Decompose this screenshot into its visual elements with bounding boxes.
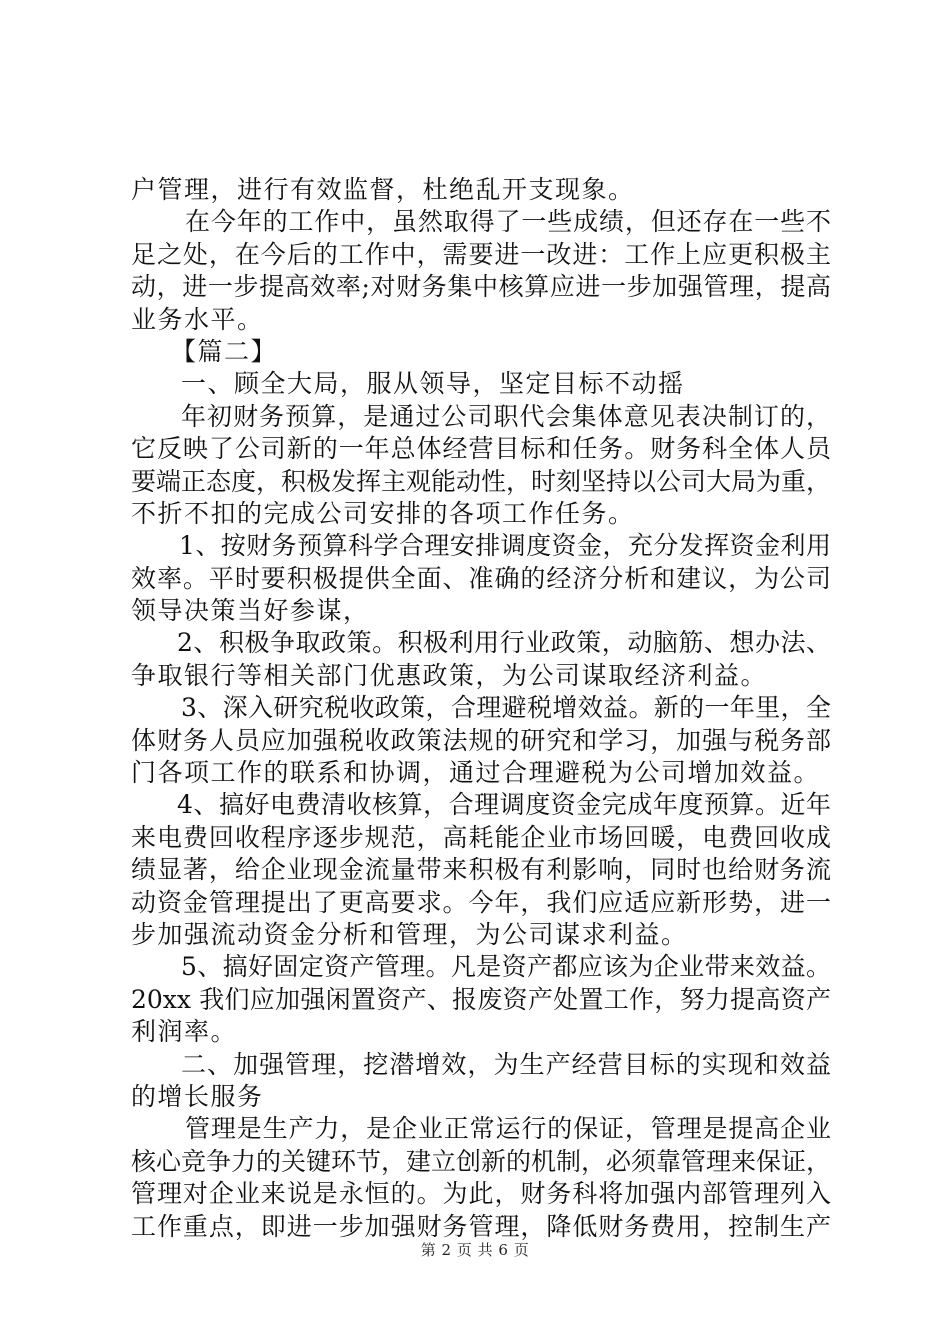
text-line: 工作重点，即进一步加强财务管理，降低财务费用，控制生产 [131,1211,831,1241]
text-line: 体财务人员应加强税收政策法规的研究和学习，加强与税务部 [131,725,831,755]
text-line: 【篇二】 [171,336,278,366]
text-line: 二、加强管理，挖潜增效，为生产经营目标的实现和效益 [181,1049,831,1079]
text-line: 利润率。 [131,1017,238,1047]
text-line: 动资金管理提出了更高要求。今年，我们应适应新形势，进一 [131,887,831,917]
text-line: 一、顾全大局，服从领导，坚定目标不动摇 [181,369,685,399]
text-line: 步加强流动资金分析和管理，为公司谋求利益。 [131,919,688,949]
text-line: 足之处，在今后的工作中，需要进一改进：工作上应更积极主 [131,239,831,269]
document-body [131,174,831,1243]
text-line: 效率。平时要积极提供全面、准确的经济分析和建议，为公司 [131,563,831,593]
text-line: 5、搞好固定资产管理。凡是资产都应该为企业带来效益。 [181,952,831,982]
text-line: 领导决策当好参谋， [131,596,370,626]
text-line: 2、积极争取政策。积极利用行业政策，动脑筋、想办法、 [177,628,831,658]
text-line: 门各项工作的联系和协调，通过合理避税为公司增加效益。 [131,758,821,788]
text-line: 1、按财务预算科学合理安排调度资金，充分发挥资金利用 [179,531,831,561]
text-line: 4、搞好电费清收核算，合理调度资金完成年度预算。近年 [177,790,831,820]
text-line: 管理对企业来说是永恒的。为此，财务科将加强内部管理列入 [131,1179,831,1209]
text-line: 它反映了公司新的一年总体经营目标和任务。财务科全体人员 [131,434,831,464]
text-line: 不折不扣的完成公司安排的各项工作任务。 [131,498,635,528]
text-line: 动，进一步提高效率;对财务集中核算应进一步加强管理，提高 [131,272,831,302]
text-line: 来电费回收程序逐步规范，高耗能企业市场回暖，电费回收成 [131,822,831,852]
text-line: 3、深入研究税收政策，合理避税增效益。新的一年里，全 [181,693,831,723]
text-line: 管理是生产力，是企业正常运行的保证，管理是提高企业 [185,1114,831,1144]
page-footer: 第 2 页 共 6 页 [420,1241,530,1259]
text-line: 在今年的工作中，虽然取得了一些成绩，但还存在一些不 [185,207,831,237]
text-line: 年初财务预算，是通过公司职代会集体意见表决制订的， [181,401,831,431]
text-line: 户管理，进行有效监督，杜绝乱开支现象。 [131,175,635,204]
text-line: 20xx 我们应加强闲置资产、报废资产处置工作，努力提高资产 [131,984,831,1014]
text-line: 争取银行等相关部门优惠政策，为公司谋取经济利益。 [131,660,768,690]
text-line: 绩显著，给企业现金流量带来积极有利影响，同时也给财务流 [131,855,831,885]
text-line: 的增长服务 [131,1081,264,1111]
text-line: 要端正态度，积极发挥主观能动性，时刻坚持以公司大局为重， [131,466,832,496]
text-line: 核心竞争力的关键环节，建立创新的机制，必须靠管理来保证， [131,1146,832,1176]
text-line: 业务水平。 [131,304,264,334]
